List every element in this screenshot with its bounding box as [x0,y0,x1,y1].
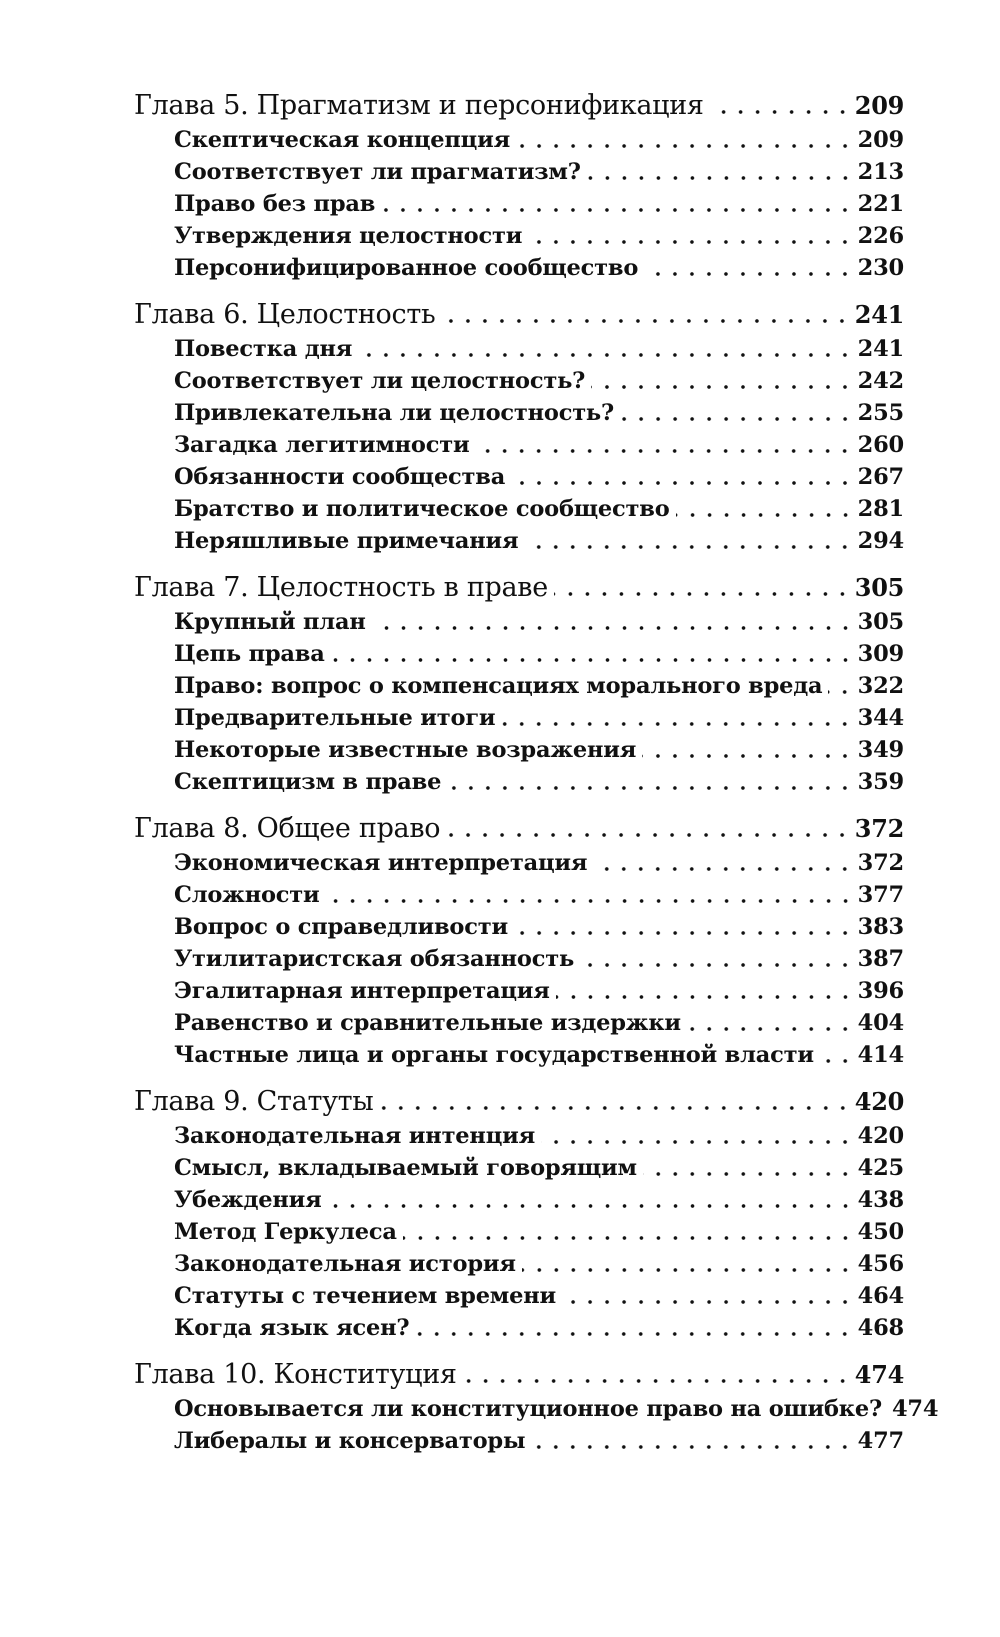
dot-leader [531,1443,853,1451]
section-title: Соответствует ли прагматизм? [174,159,581,185]
section-title: Законодательная история [174,1251,516,1277]
dot-leader [528,238,853,246]
section-page-number: 464 [857,1283,904,1309]
section-page-number: 377 [857,882,904,908]
chapter-page-number: 305 [854,573,904,602]
section-title: Убеждения [174,1187,322,1213]
dot-leader [620,415,854,423]
section-title: Вопрос о справедливости [174,914,508,940]
section-title: Статуты с течением времени [174,1283,557,1309]
section-entry [134,397,904,429]
dot-leader [501,720,853,728]
section-title: Предварительные итоги [174,705,496,731]
section-title: Сложности [174,882,320,908]
section-page-number: 344 [857,705,904,731]
section-title: Загадка легитимности [174,432,470,458]
dot-leader [562,1298,854,1306]
section-title: Когда язык ясен? [174,1315,410,1341]
section-entry [134,124,904,156]
table-of-contents [134,88,939,1470]
section-entry [134,879,904,911]
chapter-page-number: 372 [854,814,904,843]
section-title: Законодательная интенция [174,1123,536,1149]
dot-leader [580,961,854,969]
section-entry [134,638,904,670]
dot-leader [358,351,853,359]
dot-leader [441,317,850,325]
section-entry [134,252,904,284]
chapter-heading [134,570,904,606]
section-title: Либералы и консерваторы [174,1428,526,1454]
section-entry [134,156,904,188]
section-entry [134,493,904,525]
dot-leader [828,688,853,696]
dot-leader [463,1377,851,1385]
section-page-number: 305 [857,609,904,635]
section-page-number: 309 [857,641,904,667]
chapter-6 [134,297,904,557]
section-title: Повестка дня [174,336,353,362]
chapter-heading [134,811,904,847]
section-entry [134,1216,904,1248]
section-page-number: 213 [857,159,904,185]
section-entry [134,333,904,365]
section-page-number: 425 [857,1155,904,1181]
section-entry [134,461,904,493]
section-page-number: 359 [857,769,904,795]
dot-leader [328,1202,854,1210]
section-page-number: 226 [857,223,904,249]
section-title: Основывается ли конституционное право на ошибке? [174,1396,882,1422]
section-page-number: 267 [857,464,904,490]
section-title: Экономическая интерпретация [174,850,588,876]
chapter-title: Глава 10. Конституция [134,1359,457,1390]
section-title: Неряшливые примечания [174,528,519,554]
section-page-number: 404 [857,1010,904,1036]
dot-leader [522,1266,854,1274]
chapter-title: Глава 8. Общее право [134,813,441,844]
chapter-title: Глава 9. Статуты [134,1086,374,1117]
dot-leader [644,270,853,278]
section-entry [134,766,904,798]
chapter-page-number: 474 [854,1360,904,1389]
dot-leader [326,897,854,905]
section-page-number: 450 [857,1219,904,1245]
section-title: Смысл, вкладываемый говорящим [174,1155,637,1181]
dot-leader [642,752,853,760]
section-title: Соответствует ли целостность? [174,368,586,394]
dot-leader [591,383,853,391]
section-title: Братство и политическое сообщество [174,496,670,522]
section-page-number: 281 [857,496,904,522]
section-title: Эгалитарная интерпретация [174,978,550,1004]
chapter-heading [134,297,904,333]
section-page-number: 241 [857,336,904,362]
chapter-page-number: 241 [854,300,904,329]
section-page-number: 387 [857,946,904,972]
dot-leader [381,206,853,214]
dot-leader [372,624,854,632]
dot-leader [587,174,854,182]
dot-leader [516,142,854,150]
section-entry [134,1184,904,1216]
section-title: Право без прав [174,191,376,217]
section-entry [134,1280,904,1312]
section-entry [134,847,904,879]
section-page-number: 456 [857,1251,904,1277]
section-page-number: 242 [857,368,904,394]
dot-leader [541,1138,854,1146]
section-page-number: 230 [857,255,904,281]
section-page-number: 209 [857,127,904,153]
section-page-number: 477 [857,1428,904,1454]
dot-leader [403,1234,854,1242]
section-entry [134,670,904,702]
section-title: Обязанности сообщества [174,464,506,490]
section-page-number: 294 [857,528,904,554]
section-page-number: 383 [857,914,904,940]
chapter-page-number: 420 [854,1087,904,1116]
chapter-heading [134,1084,904,1120]
section-title: Частные лица и органы государственной власти [174,1042,814,1068]
section-title: Скептическая концепция [174,127,511,153]
section-page-number: 255 [857,400,904,426]
dot-leader [514,929,854,937]
section-page-number: 221 [857,191,904,217]
section-page-number: 322 [857,673,904,699]
dot-leader [556,993,854,1001]
dot-leader [380,1104,851,1112]
section-page-number: 420 [857,1123,904,1149]
section-entry [134,1312,904,1344]
section-page-number: 349 [857,737,904,763]
dot-leader [475,447,853,455]
section-entry [134,220,904,252]
section-page-number: 438 [857,1187,904,1213]
chapter-page-number: 209 [854,91,904,120]
section-title: Право: вопрос о компенсациях морального вреда [174,673,823,699]
section-title: Цепь права [174,641,325,667]
dot-leader [710,108,851,116]
chapter-title: Глава 5. Прагматизм и персонификация [134,90,704,121]
dot-leader [643,1170,854,1178]
section-page-number: 468 [857,1315,904,1341]
chapter-title: Глава 7. Целостность в праве [134,572,548,603]
section-entry [134,1007,904,1039]
chapter-7 [134,570,904,798]
section-entry [134,1248,904,1280]
section-page-number: 414 [857,1042,904,1068]
section-entry [134,1152,904,1184]
section-title: Метод Геркулеса [174,1219,397,1245]
chapter-9 [134,1084,904,1344]
dot-leader [415,1330,853,1338]
dot-leader [524,543,853,551]
chapter-heading [134,1357,904,1393]
section-entry [134,1425,904,1457]
section-page-number: 260 [857,432,904,458]
dot-leader [687,1025,854,1033]
chapter-10 [134,1357,939,1457]
section-entry [134,606,904,638]
dot-leader [447,784,853,792]
section-title: Некоторые известные возражения [174,737,637,763]
section-title: Скептицизм в праве [174,769,442,795]
dot-leader [820,1057,854,1065]
section-entry [134,1120,904,1152]
dot-leader [676,511,854,519]
chapter-heading [134,88,904,124]
section-page-number: 396 [857,978,904,1004]
chapter-5 [134,88,904,284]
section-page-number: 372 [857,850,904,876]
section-title: Персонифицированное сообщество [174,255,639,281]
section-title: Крупный план [174,609,366,635]
section-page-number: 474 [891,1396,939,1422]
dot-leader [593,865,853,873]
section-entry [134,429,904,461]
chapter-8 [134,811,904,1071]
section-entry [134,1039,904,1071]
section-entry [134,1393,939,1425]
section-entry [134,734,904,766]
dot-leader [331,656,854,664]
section-title: Утверждения целостности [174,223,523,249]
chapter-title: Глава 6. Целостность [134,299,436,330]
dot-leader [511,479,854,487]
section-entry [134,525,904,557]
section-entry [134,943,904,975]
dot-leader [554,590,851,598]
section-title: Утилитаристская обязанность [174,946,575,972]
section-entry [134,188,904,220]
section-entry [134,911,904,943]
section-entry [134,975,904,1007]
section-title: Равенство и сравнительные издержки [174,1010,681,1036]
section-entry [134,702,904,734]
dot-leader [446,831,851,839]
section-entry [134,365,904,397]
section-title: Привлекательна ли целостность? [174,400,614,426]
